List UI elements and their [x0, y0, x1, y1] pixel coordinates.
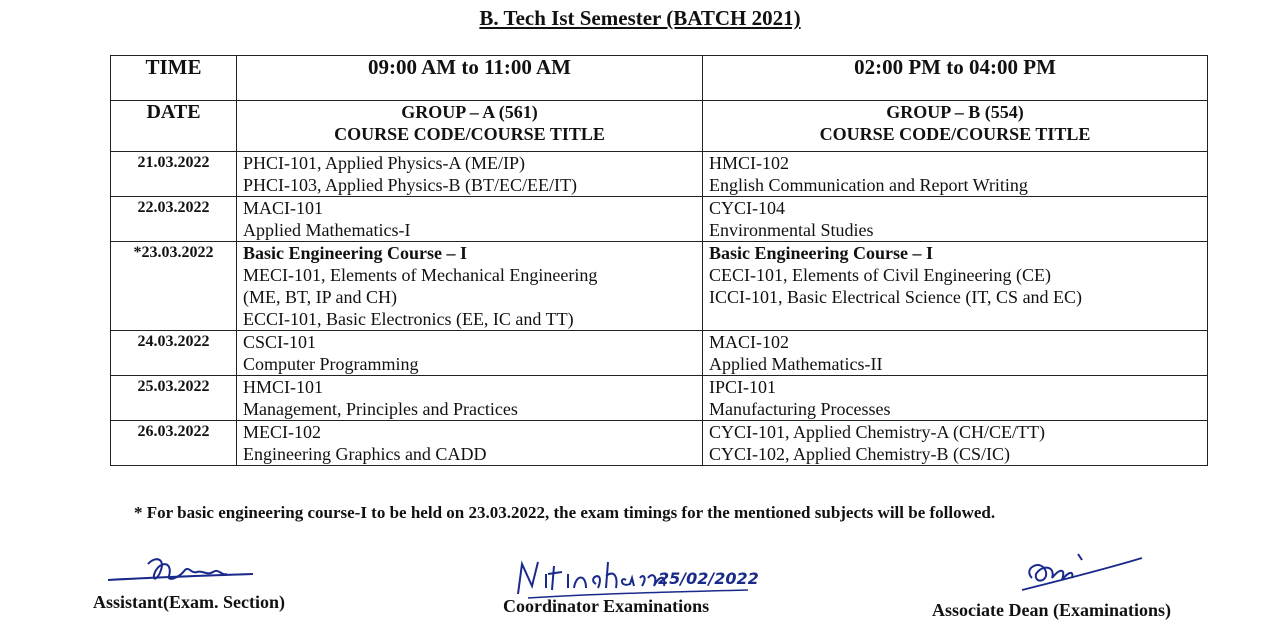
group-a-cell: [237, 152, 703, 197]
course-line: Engineering Graphics and CADD: [243, 444, 487, 464]
group-b-cell: [703, 421, 1208, 466]
signature-dean: [932, 600, 1171, 621]
course-line: PHCI-101, Applied Physics-A (ME/IP): [243, 153, 526, 173]
course-line: PHCI-103, Applied Physics-B (BT/EC/EE/IT): [243, 175, 577, 195]
signature-left-label: Assistant(Exam. Section): [93, 592, 285, 612]
course-line: Management, Principles and Practices: [243, 399, 518, 419]
signature-right-label: Associate Dean (Examinations): [932, 600, 1171, 620]
group-a-cell: [237, 376, 703, 421]
course-line: CYCI-101, Applied Chemistry-A (CH/CE/TT): [709, 422, 1045, 442]
course-line: IPCI-101: [709, 377, 776, 397]
course-line: CECI-101, Elements of Civil Engineering (CE): [709, 265, 1051, 285]
group-b-cell: [703, 331, 1208, 376]
table-row: [111, 152, 1208, 197]
course-heading-b: COURSE CODE/COURSE TITLE: [819, 124, 1091, 144]
group-b-cell: [703, 152, 1208, 197]
page-title: B. Tech Ist Semester (BATCH 2021): [479, 6, 801, 30]
signature-middle-label: Coordinator Examinations: [503, 596, 710, 616]
slot-b-time: 02:00 PM to 04:00 PM: [703, 56, 1208, 101]
course-group-heading: Basic Engineering Course – I: [243, 243, 468, 263]
signature-assistant: [93, 592, 285, 613]
group-a-label: GROUP – A (561): [401, 102, 538, 122]
exam-schedule-table: [110, 55, 1208, 466]
date-label: DATE: [111, 101, 237, 152]
course-line: CYCI-104: [709, 198, 785, 218]
handwritten-date: 25/02/2022: [658, 569, 759, 588]
group-a-cell: [237, 197, 703, 242]
course-line: MECI-102: [243, 422, 321, 442]
group-b-cell: [703, 376, 1208, 421]
group-b-cell: [703, 197, 1208, 242]
group-b-header: [703, 101, 1208, 152]
table-row: [111, 197, 1208, 242]
group-a-cell: [237, 421, 703, 466]
row-date: 21.03.2022: [111, 152, 237, 197]
time-label: TIME: [111, 56, 237, 101]
header-row-group: [111, 101, 1208, 152]
signature-coordinator: [503, 569, 759, 617]
row-date: 25.03.2022: [111, 376, 237, 421]
handwritten-signature-icon: [508, 554, 778, 604]
course-line: HMCI-101: [243, 377, 323, 397]
header-row-time: [111, 56, 1208, 101]
handwritten-signature-icon: [103, 552, 273, 592]
course-line: Environmental Studies: [709, 220, 874, 240]
course-line: English Communication and Report Writing: [709, 175, 1028, 195]
course-group-heading: Basic Engineering Course – I: [709, 243, 934, 263]
course-line: (ME, BT, IP and CH): [243, 287, 397, 307]
row-date: *23.03.2022: [111, 242, 237, 331]
course-line: Applied Mathematics-I: [243, 220, 411, 240]
course-line: CSCI-101: [243, 332, 317, 352]
row-date: 24.03.2022: [111, 331, 237, 376]
course-line: ICCI-101, Basic Electrical Science (IT, CS and EC): [709, 287, 1083, 307]
course-line: ECCI-101, Basic Electronics (EE, IC and TT): [243, 309, 574, 329]
course-line: MECI-101, Elements of Mechanical Engineering: [243, 265, 598, 285]
course-line: MACI-101: [243, 198, 323, 218]
course-line: Computer Programming: [243, 354, 419, 374]
group-a-cell: [237, 331, 703, 376]
group-a-header: [237, 101, 703, 152]
row-date: 22.03.2022: [111, 197, 237, 242]
table-row: [111, 376, 1208, 421]
course-heading-a: COURSE CODE/COURSE TITLE: [334, 124, 605, 144]
course-line: Manufacturing Processes: [709, 399, 891, 419]
footnote: * For basic engineering course-I to be held on 23.03.2022, the exam timings for the mentioned subjects will be followed.: [134, 503, 996, 522]
course-line: MACI-102: [709, 332, 789, 352]
table-row: [111, 242, 1208, 331]
course-line: HMCI-102: [709, 153, 789, 173]
table-row: [111, 331, 1208, 376]
handwritten-signature-icon: [1012, 548, 1152, 598]
group-b-label: GROUP – B (554): [886, 102, 1024, 122]
course-line: Applied Mathematics-II: [709, 354, 883, 374]
group-a-cell: [237, 242, 703, 331]
slot-a-time: 09:00 AM to 11:00 AM: [237, 56, 703, 101]
row-date: 26.03.2022: [111, 421, 237, 466]
course-line: CYCI-102, Applied Chemistry-B (CS/IC): [709, 444, 1010, 464]
group-b-cell: [703, 242, 1208, 331]
table-row: [111, 421, 1208, 466]
